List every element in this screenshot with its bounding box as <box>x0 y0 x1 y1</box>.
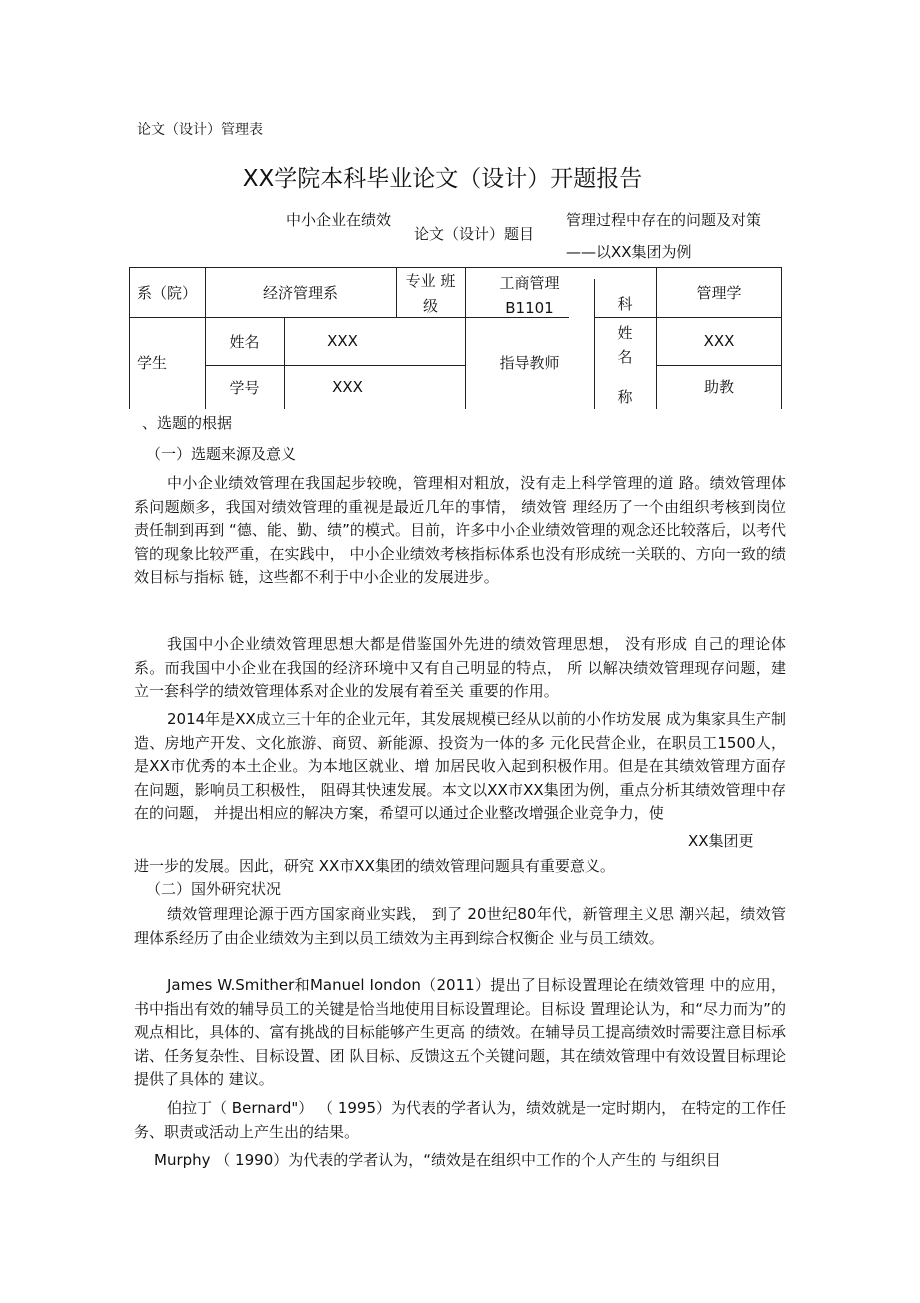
topic-line-b: 管理过程中存在的问题及对策 <box>566 211 762 229</box>
paragraph-2: 我国中小企业绩效管理思想大都是借鉴国外先进的绩效管理思想， 没有形成 自己的理论体系。而我国中小企业在我国的经济环境中又有自己明显的特点， 所 以解决绩效管理现存问题，建立一套科学的绩效管理体系对企业的发展有着至关 重要的作用。 <box>134 635 786 701</box>
table-border-top <box>129 267 782 268</box>
page-title: XX学院本科毕业论文（设计）开题报告 <box>242 166 643 192</box>
class-label-2: 级 <box>422 297 438 315</box>
paragraph-6: 伯拉丁（ Bernard"） （ 1995）为代表的学者认为，绩效就是一定时期内， 在特定的工作任务、职责或活动上产生出的结果。 <box>134 1099 786 1141</box>
paragraph-4: 绩效管理理论源于西方国家商业实践， 到了 20世纪80年代，新管理主义思 潮兴起，绩效管理体系经历了由企业绩效为主到以员工绩效为主再到综合权衡企 业与员工绩效。 <box>134 905 786 947</box>
info-table <box>129 267 782 409</box>
class-value-1: 工商管理 <box>499 274 560 292</box>
advisor-title-label: 称 <box>617 388 633 406</box>
paragraph-7: Murphy （ 1990）为代表的学者认为，“绩效是在组织中工作的个人产生的 与组织目 <box>154 1151 721 1169</box>
table-row-divider <box>205 365 465 366</box>
student-id-label: 学号 <box>229 379 260 397</box>
paragraph-5: James W.Smither和Manuel Iondon（2011）提出了目标设置理论在绩效管理 中的应用，书中指出有效的辅导员工的关键是恰当地使用目标设置理论。目标设 置理论认为，和“尽力而为”的观点相比，具体的、富有挑战的目标能够产生更高 的绩效。在辅导员工提高绩效时需要注意目标承诺、任务复杂性、目标设置、团 队目标、反馈这五个关键问题，其在绩效管理中有效设置目标理论提供了具体的 建议。 <box>134 976 786 1089</box>
table-row-divider <box>594 317 782 318</box>
topic-line-a: 中小企业在绩效 <box>286 211 392 229</box>
table-row-divider <box>656 365 782 366</box>
advisor-title-value: 助教 <box>703 378 734 396</box>
student-label: 学生 <box>136 354 167 372</box>
document-type-label: 论文（设计）管理表 <box>137 122 263 138</box>
paragraph-3: 2014年是XX成立三十年的企业元年，其发展规模已经从以前的小作坊发展 成为集家具生产制造、房地产开发、文化旅游、商贸、新能源、投资为一体的多 元化民营企业，在职员工1500人，是XX市优秀的本土企业。为本地区就业、增 加居民收入起到积极作用。但是在其绩效管理方面存在问题，影响员工积极性， 阻碍其快速发展。本文以XX市XX集团为例，重点分析其绩效管理中存在的问题， 并提出相应的解决方案，希望可以通过企业整改增强企业竞争力，使 <box>134 710 786 823</box>
paragraph-1: 中小企业绩效管理在我国起步较晚，管理相对粗放，没有走上科学管理的道 路。绩效管理体系问题颇多，我国对绩效管理的重视是最近几年的事情， 绩效管 理经历了一个由组织考核到岗位责任制到再到 “德、能、勤、绩”的模式。目前，许多中小企业绩效管理的观念还比较落后，以考代管的现象比较严重，在实践中， 中小企业绩效考核指标体系也没有形成统一关联的、方向一致的绩效目标与指标 链，这些都不利于中小企业的发展进步。 <box>134 474 786 587</box>
paragraph-3-tail: XX集团更 <box>688 832 754 850</box>
section-heading-1: 、选题的根据 <box>142 414 233 432</box>
student-name-value: XXX <box>327 332 358 350</box>
subject-label: 科 <box>617 295 633 313</box>
student-id-value: XXX <box>332 378 363 396</box>
section-heading-1-2: （二）国外研究状况 <box>146 880 282 898</box>
dept-label: 系（院） <box>136 284 197 302</box>
paragraph-3-last: 进一步的发展。因此，研究 XX市XX集团的绩效管理问题具有重要意义。 <box>134 857 615 875</box>
class-value-2: B1101 <box>505 299 554 317</box>
class-label-1: 专业 班 <box>405 272 456 290</box>
advisor-name-label-2: 名 <box>617 348 633 366</box>
advisor-name-label-1: 姓 <box>617 324 633 342</box>
subject-value: 管理学 <box>696 284 742 302</box>
student-name-label: 姓名 <box>229 333 260 351</box>
topic-line-c: ——以XX集团为例 <box>566 243 692 261</box>
topic-label: 论文（设计）题目 <box>414 225 535 243</box>
dept-value: 经济管理系 <box>262 284 338 302</box>
section-heading-1-1: （一）选题来源及意义 <box>146 445 297 463</box>
advisor-label: 指导教师 <box>499 354 560 372</box>
advisor-name-value: XXX <box>703 332 735 350</box>
